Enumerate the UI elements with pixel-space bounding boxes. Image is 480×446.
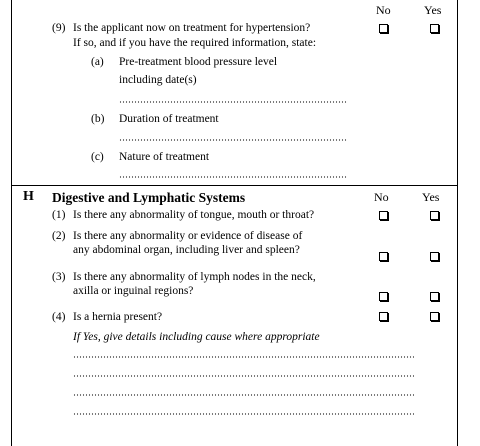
details-prompt: If Yes, give details including cause where appropriate [73, 331, 320, 343]
details-line-3[interactable] [73, 394, 414, 396]
q9-text-line2: If so, and if you have the required information, state: [73, 37, 317, 49]
h-q1-no-checkbox[interactable] [379, 211, 388, 220]
details-line-4[interactable] [73, 413, 414, 415]
h-q4-text: Is a hernia present? [73, 311, 163, 323]
section-h-col-yes-header: Yes [422, 190, 440, 204]
q9b-answer-line[interactable] [119, 139, 347, 141]
section-divider [11, 185, 458, 186]
q9-no-checkbox[interactable] [379, 24, 388, 33]
section-title: Digestive and Lymphatic Systems [52, 190, 246, 205]
q9-text-line1: Is the applicant now on treatment for hypertension? [73, 22, 311, 34]
q9c-label: (c) [91, 151, 104, 163]
q9b-label: (b) [91, 113, 105, 125]
details-line-2[interactable] [73, 375, 414, 377]
h-q1-text: Is there any abnormality of tongue, mouth or throat? [73, 209, 315, 221]
details-line-1[interactable] [73, 356, 414, 358]
h-q2-yes-checkbox[interactable] [430, 252, 439, 261]
h-q2-text-line2: any abdominal organ, including liver and spleen? [73, 244, 300, 256]
q9a-answer-line[interactable] [119, 101, 347, 103]
h-q3-no-checkbox[interactable] [379, 292, 388, 301]
q9-number: (9) [52, 22, 66, 34]
h-q2-no-checkbox[interactable] [379, 252, 388, 261]
q9b-text-line1: Duration of treatment [119, 113, 219, 125]
h-q3-number: (3) [52, 271, 66, 283]
col-yes-header: Yes [424, 3, 442, 17]
h-q3-text-line1: Is there any abnormality of lymph nodes in the neck, [73, 271, 316, 283]
h-q2-number: (2) [52, 230, 66, 242]
h-q1-number: (1) [52, 209, 66, 221]
left-border [11, 0, 12, 446]
section-letter: H [23, 189, 34, 204]
h-q1-yes-checkbox[interactable] [430, 211, 439, 220]
q9c-text-line1: Nature of treatment [119, 151, 210, 163]
q9a-text-line2: including date(s) [119, 74, 197, 86]
section-h-col-no-header: No [374, 190, 389, 204]
q9a-label: (a) [91, 56, 104, 68]
col-no-header: No [376, 3, 391, 17]
h-q4-yes-checkbox[interactable] [430, 312, 439, 321]
right-border [457, 0, 458, 446]
q9c-answer-line[interactable] [119, 176, 347, 178]
h-q3-text-line2: axilla or inguinal regions? [73, 285, 194, 297]
h-q4-number: (4) [52, 311, 66, 323]
h-q3-yes-checkbox[interactable] [430, 292, 439, 301]
q9a-text-line1: Pre-treatment blood pressure level [119, 56, 278, 68]
h-q2-text-line1: Is there any abnormality or evidence of disease of [73, 230, 303, 242]
q9-yes-checkbox[interactable] [430, 24, 439, 33]
h-q4-no-checkbox[interactable] [379, 312, 388, 321]
